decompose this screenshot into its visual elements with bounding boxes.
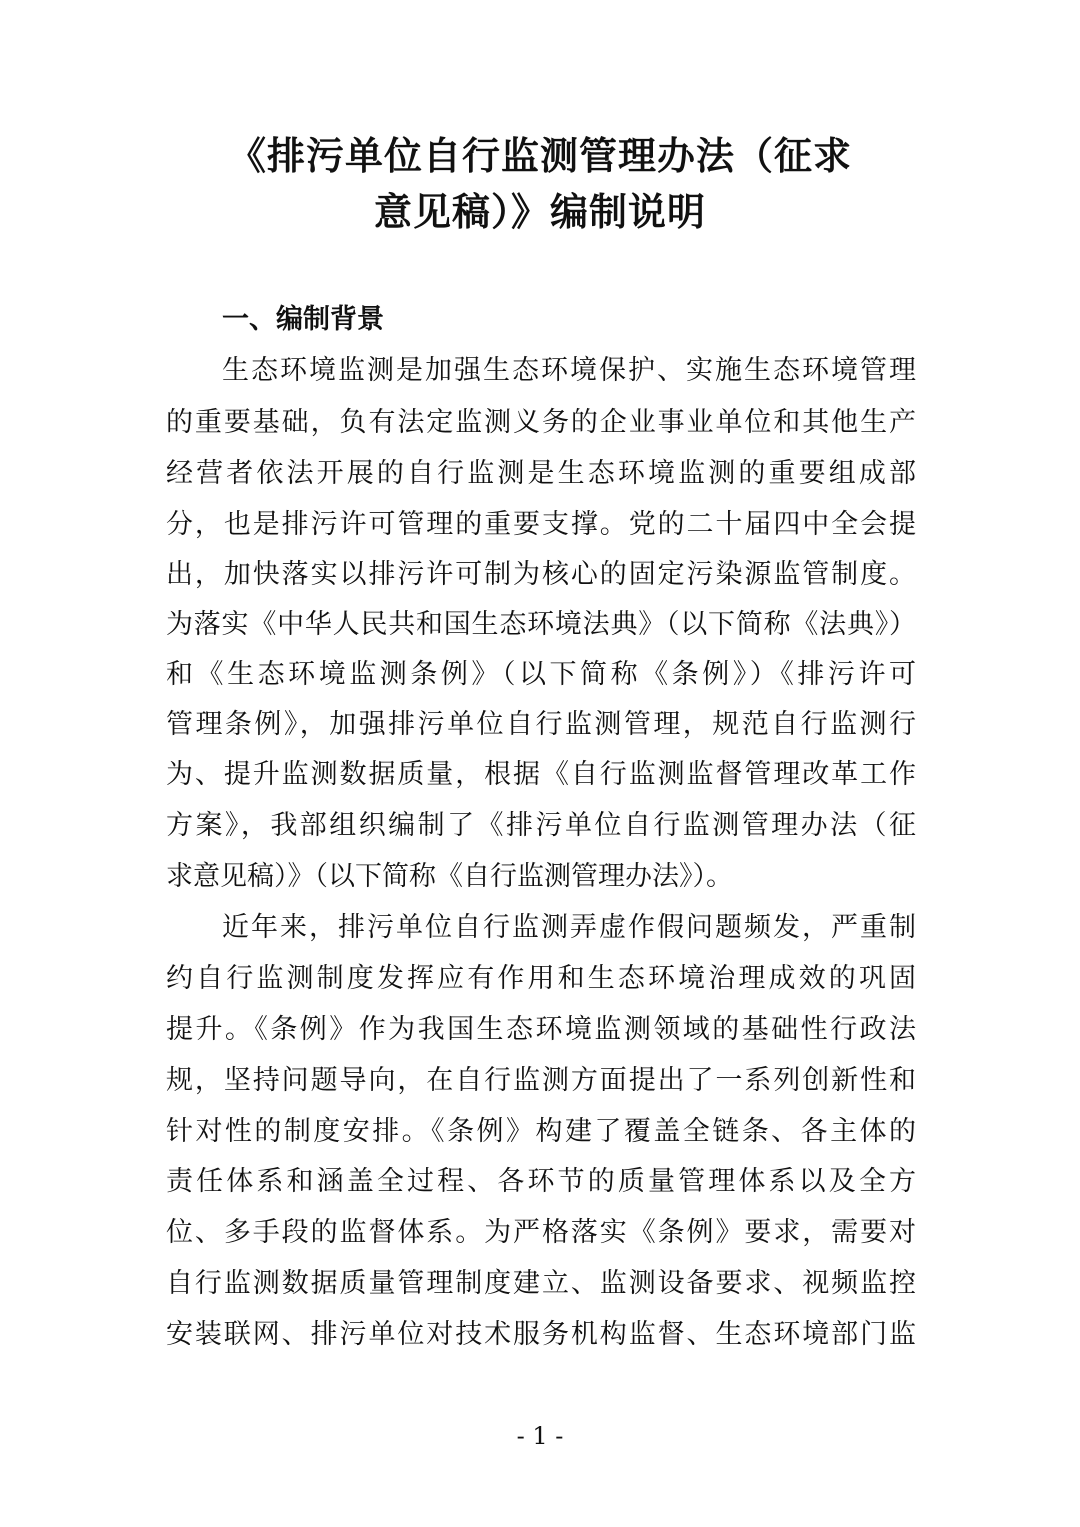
page-number: - 1 - bbox=[516, 1422, 564, 1450]
paragraph-1-line: 生态环境监测是加强生态环境保护、实施生态环境管理 bbox=[222, 355, 916, 386]
paragraph-2-line: 提升。《条例》作为我国生态环境监测领域的基础性行政法 bbox=[166, 1014, 916, 1045]
paragraph-2-line: 近年来，排污单位自行监测弄虚作假问题频发，严重制 bbox=[222, 912, 916, 943]
paragraph-1-line: 分，也是排污许可管理的重要支撑。党的二十届四中全会提 bbox=[166, 509, 916, 540]
paragraph-1-line: 管理条例》，加强排污单位自行监测管理，规范自行监测行 bbox=[166, 709, 916, 740]
paragraph-2-line: 自行监测数据质量管理制度建立、监测设备要求、视频监控 bbox=[166, 1268, 916, 1299]
document-title-line-1: 《排污单位自行监测管理办法（征求 bbox=[227, 134, 852, 178]
paragraph-1-line: 为落实《中华人民共和国生态环境法典》（以下简称《法典》） bbox=[166, 609, 916, 640]
paragraph-1-line: 和《生态环境监测条例》（以下简称《条例》）《排污许可 bbox=[166, 659, 916, 690]
paragraph-1-line: 求意见稿）》（以下简称《自行监测管理办法》）。 bbox=[166, 861, 733, 892]
paragraph-2-line: 安装联网、排污单位对技术服务机构监督、生态环境部门监 bbox=[166, 1319, 916, 1350]
paragraph-2-line: 约自行监测制度发挥应有作用和生态环境治理成效的巩固 bbox=[166, 963, 916, 994]
paragraph-1-line: 经营者依法开展的自行监测是生态环境监测的重要组成部 bbox=[166, 458, 916, 489]
paragraph-2-line: 位、多手段的监督体系。为严格落实《条例》要求，需要对 bbox=[166, 1217, 916, 1248]
paragraph-1-line: 方案》，我部组织编制了《排污单位自行监测管理办法（征 bbox=[166, 810, 916, 841]
paragraph-1-line: 出，加快落实以排污许可制为核心的固定污染源监管制度。 bbox=[166, 559, 916, 590]
paragraph-2-line: 针对性的制度安排。《条例》构建了覆盖全链条、各主体的 bbox=[166, 1116, 916, 1147]
paragraph-2-line: 规，坚持问题导向，在自行监测方面提出了一系列创新性和 bbox=[166, 1065, 916, 1096]
paragraph-1-line: 的重要基础，负有法定监测义务的企业事业单位和其他生产 bbox=[166, 407, 916, 438]
document-title-line-2: 意见稿）》编制说明 bbox=[373, 190, 706, 234]
paragraph-2-line: 责任体系和涵盖全过程、各环节的质量管理体系以及全方 bbox=[166, 1166, 916, 1197]
section-heading: 一、编制背景 bbox=[222, 304, 384, 335]
paragraph-1-line: 为、提升监测数据质量，根据《自行监测监督管理改革工作 bbox=[166, 759, 916, 790]
